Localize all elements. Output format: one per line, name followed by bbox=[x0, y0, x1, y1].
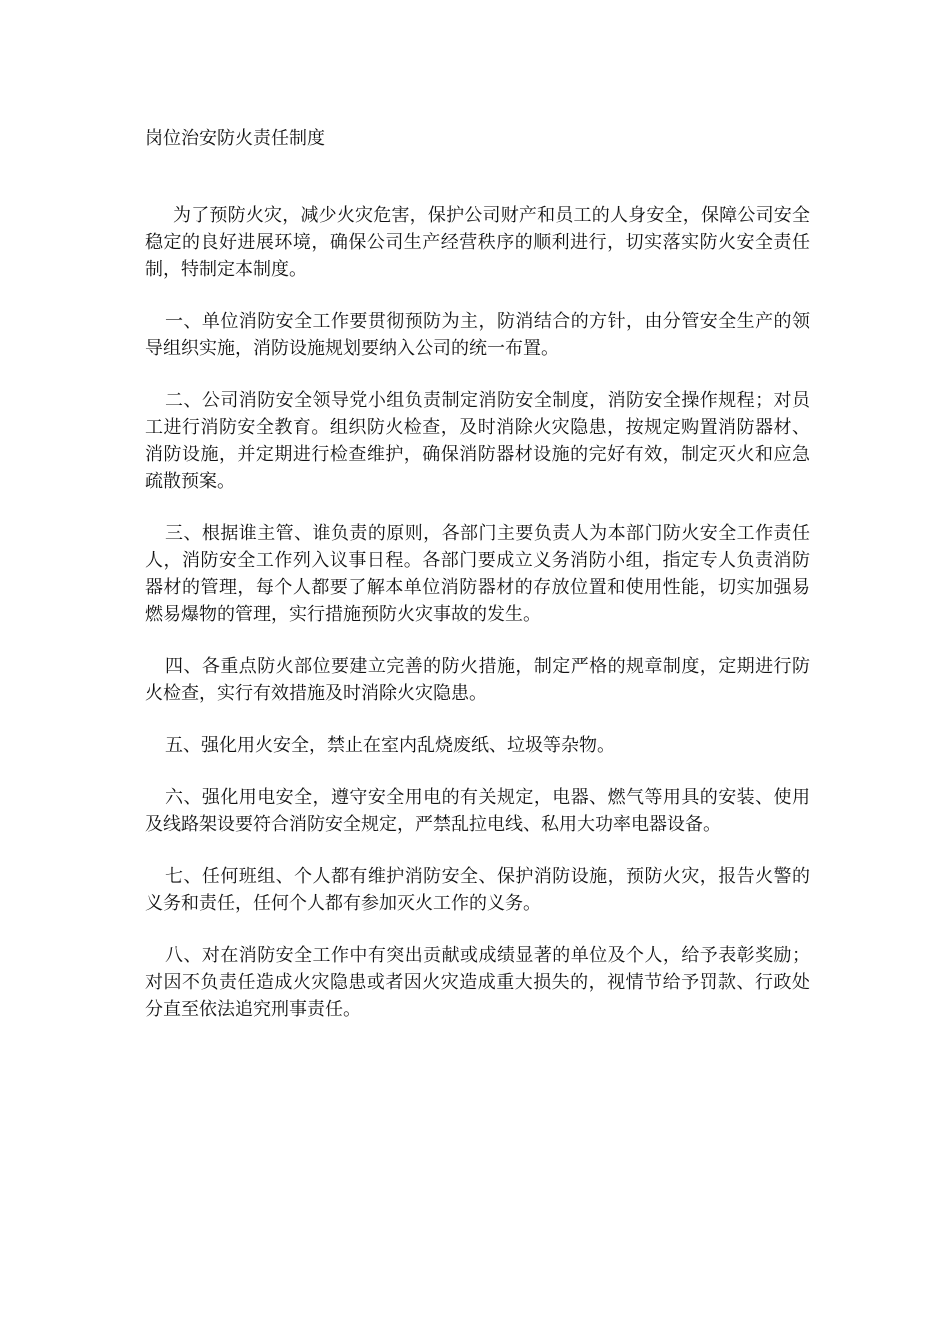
clause-6: 六、强化用电安全，遵守安全用电的有关规定，电器、燃气等用具的安装、使用及线路架设要符合消防安全规定，严禁乱拉电线、私用大功率电器设备。 bbox=[145, 787, 810, 835]
clause-3: 三、根据谁主管、谁负责的原则，各部门主要负责人为本部门防火安全工作责任人，消防安全工作列入议事日程。各部门要成立义务消防小组，指定专人负责消防器材的管理，每个人都要了解本单位消防器材的存放位置和使用性能，切实加强易燃易爆物的管理，实行措施预防火灾事故的发生。 bbox=[145, 523, 810, 625]
clause-2: 二、公司消防安全领导党小组负责制定消防安全制度，消防安全操作规程；对员工进行消防安全教育。组织防火检查，及时消除火灾隐患，按规定购置消防器材、消防设施，并定期进行检查维护，确保消防器材设施的完好有效，制定灭火和应急疏散预案。 bbox=[145, 390, 810, 492]
intro-paragraph: 为了预防火灾，减少火灾危害，保护公司财产和员工的人身安全，保障公司安全稳定的良好进展环境，确保公司生产经营秩序的顺利进行，切实落实防火安全责任制，特制定本制度。 bbox=[145, 205, 810, 280]
document-body bbox=[145, 125, 810, 1023]
clause-8: 八、对在消防安全工作中有突出贡献或成绩显著的单位及个人，给予表彰奖励；对因不负责任造成火灾隐患或者因火灾造成重大损失的，视情节给予罚款、行政处分直至依法追究刑事责任。 bbox=[145, 945, 810, 1020]
document-title: 岗位治安防火责任制度 bbox=[145, 128, 325, 149]
clause-4: 四、各重点防火部位要建立完善的防火措施，制定严格的规章制度，定期进行防火检查，实行有效措施及时消除火灾隐患。 bbox=[145, 656, 810, 704]
clause-1: 一、单位消防安全工作要贯彻预防为主，防消结合的方针，由分管安全生产的领导组织实施，消防设施规划要纳入公司的统一布置。 bbox=[145, 311, 810, 359]
clause-7: 七、任何班组、个人都有维护消防安全、保护消防设施，预防火灾，报告火警的义务和责任，任何个人都有参加灭火工作的义务。 bbox=[145, 866, 810, 914]
clause-5: 五、强化用火安全，禁止在室内乱烧废纸、垃圾等杂物。 bbox=[165, 735, 615, 756]
